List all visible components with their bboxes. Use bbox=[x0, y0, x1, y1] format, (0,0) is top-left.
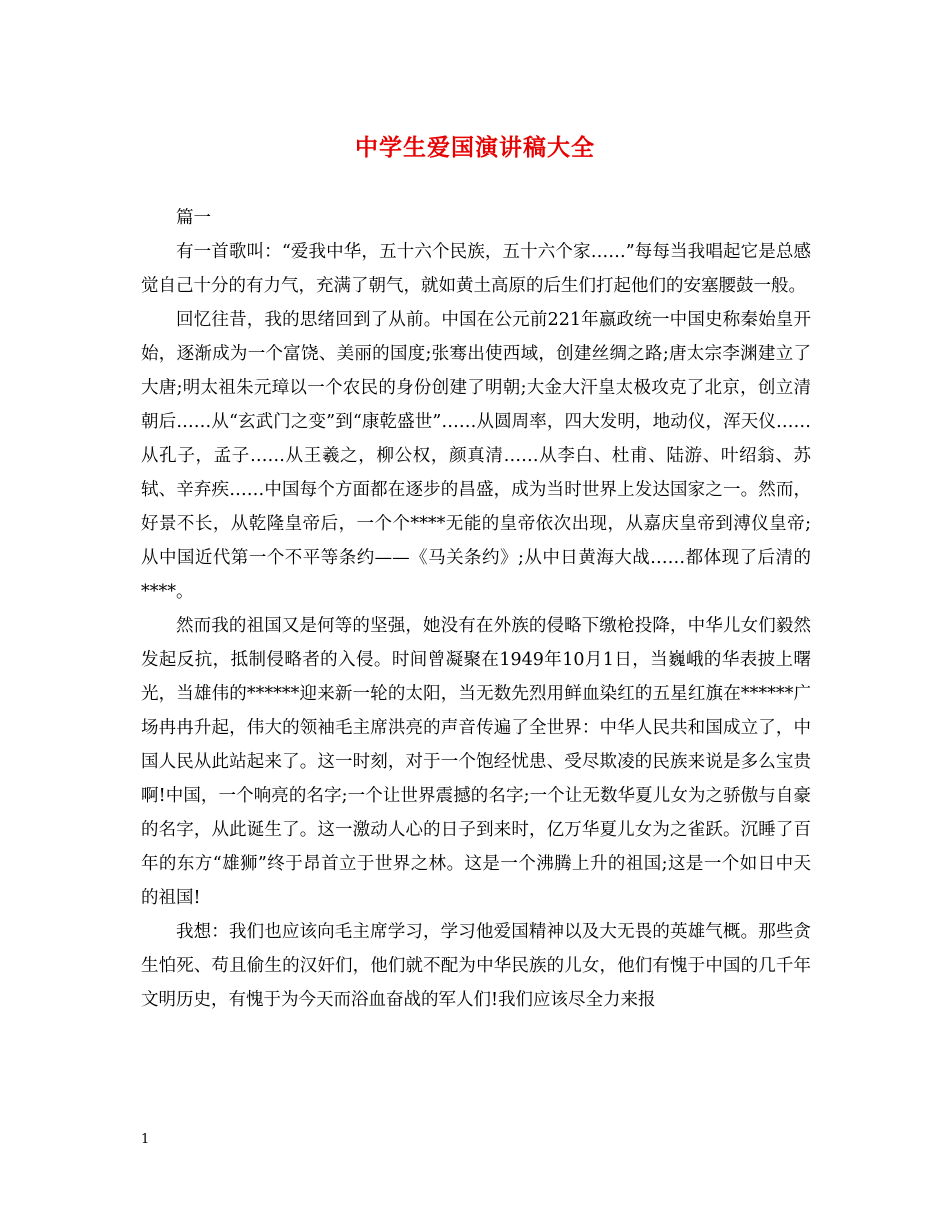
paragraph-4: 我想：我们也应该向毛主席学习，学习他爱国精神以及大无畏的英雄气概。那些贪生怕死、苟且偷生的汉奸们，他们就不配为中华民族的儿女，他们有愧于中国的几千年文明历史，有愧于为今天而浴血奋战的军人们!我们应该尽全力来报 bbox=[141, 922, 811, 1010]
document-title: 中学生爱国演讲稿大全 bbox=[355, 134, 595, 161]
document-body bbox=[141, 201, 811, 1017]
section-label: 篇一 bbox=[176, 208, 211, 228]
paragraph-1: 有一首歌叫：“爱我中华，五十六个民族，五十六个家……”每每当我唱起它是总感觉自己十分的有力气，充满了朝气，就如黄土高原的后生们打起他们的安塞腰鼓一般。 bbox=[141, 242, 811, 296]
paragraph-2: 回忆往昔，我的思绪回到了从前。中国在公元前221年嬴政统一中国史称秦始皇开始，逐渐成为一个富饶、美丽的国度;张骞出使西域，创建丝绸之路;唐太宗李渊建立了大唐;明太祖朱元璋以一个农民的身份创建了明朝;大金大汗皇太极攻克了北京，创立清朝后……从“玄武门之变”到“康乾盛世”……从圆周率，四大发明，地动仪，浑天仪……从孔子，孟子……从王羲之，柳公权，颜真清……从李白、杜甫、陆游、叶绍翁、苏轼、辛弃疾……中国每个方面都在逐步的昌盛，成为当时世界上发达国家之一。然而，好景不长，从乾隆皇帝后，一个个****无能的皇帝依次出现，从嘉庆皇帝到溥仪皇帝;从中国近代第一个不平等条约——《马关条约》;从中日黄海大战……都体现了后清的****。 bbox=[141, 310, 811, 602]
paragraph-3: 然而我的祖国又是何等的坚强，她没有在外族的侵略下缴枪投降，中华儿女们毅然发起反抗，抵制侵略者的入侵。时间曾凝聚在1949年10月1日，当巍峨的华表披上曙光，当雄伟的******迎来新一轮的太阳，当无数先烈用鲜血染红的五星红旗在******广场冉冉升起，伟大的领袖毛主席洪亮的声音传遍了全世界：中华人民共和国成立了，中国人民从此站起来了。这一时刻，对于一个饱经忧患、受尽欺凌的民族来说是多么宝贵啊!中国，一个响亮的名字;一个让世界震撼的名字;一个让无数华夏儿女为之骄傲与自豪的名字，从此诞生了。这一激动人心的日子到来时，亿万华夏儿女为之雀跃。沉睡了百年的东方“雄狮”终于昂首立于世界之林。这是一个沸腾上升的祖国;这是一个如日中天的祖国! bbox=[141, 616, 811, 908]
page-number: 1 bbox=[141, 1132, 150, 1147]
